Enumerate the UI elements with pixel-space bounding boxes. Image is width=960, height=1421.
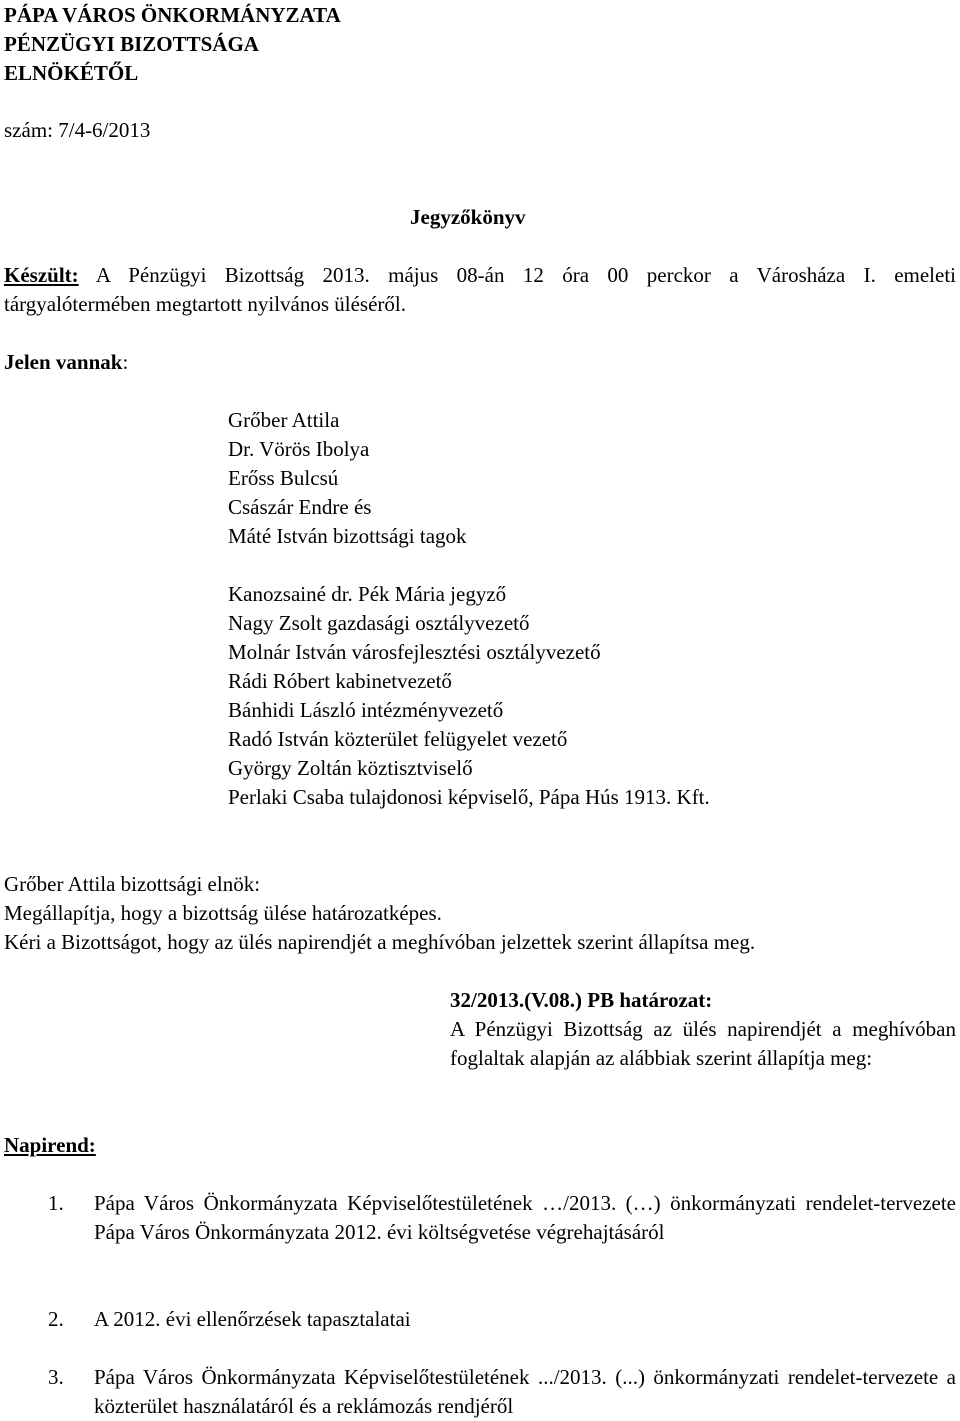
made-label: Készült: [4, 263, 79, 287]
present-colon: : [122, 350, 129, 374]
member-5: Máté István bizottsági tagok [228, 524, 467, 548]
attendee-1: Kanozsainé dr. Pék Mária jegyző [228, 582, 507, 606]
chair-speaker: Grőber Attila bizottsági elnök: [4, 872, 261, 896]
attendee-2: Nagy Zsolt gazdasági osztályvezető [228, 611, 530, 635]
attendee-6: Radó István közterület felügyelet vezető [228, 727, 568, 751]
present-label: Jelen vannak [4, 350, 123, 374]
agenda-heading: Napirend: [4, 1133, 96, 1157]
resolution-number: 32/2013.(V.08.) PB határozat: [450, 988, 713, 1012]
agenda-item-2-number: 2. [48, 1307, 64, 1331]
agenda-item-2-text: A 2012. évi ellenőrzések tapasztalatai [94, 1307, 411, 1331]
made-text-2: tárgyalótermében megtartott nyilvános üléséről. [4, 292, 406, 316]
issuer-line-2: PÉNZÜGYI BIZOTTSÁGA [4, 32, 259, 56]
issuer-line-1: PÁPA VÁROS ÖNKORMÁNYZATA [4, 3, 341, 27]
agenda-item-3-text: Pápa Város Önkormányzata Képviselőtestületének .../2013. (...) önkormányzati rendelet-tervezete a közterület használatáról és a reklámozás rendjéről [94, 1365, 956, 1418]
resolution-text: A Pénzügyi Bizottság az ülés napirendjét a meghívóban foglaltak alapján az alábbiak szerint állapítja meg: [450, 1017, 956, 1070]
attendee-7: György Zoltán köztisztviselő [228, 756, 473, 780]
attendee-5: Bánhidi László intézményvezető [228, 698, 504, 722]
attendee-4: Rádi Róbert kabinetvezető [228, 669, 452, 693]
made-text-1: A Pénzügyi Bizottság 2013. május 08-án 12 óra 00 perckor a Városháza I. emeleti [95, 263, 956, 287]
made-line-1 [4, 261, 956, 289]
agenda-item-1-number: 1. [48, 1191, 64, 1215]
reference-number: szám: 7/4-6/2013 [4, 118, 151, 142]
attendee-3: Molnár István városfejlesztési osztályvezető [228, 640, 601, 664]
agenda-item-3-number: 3. [48, 1365, 64, 1389]
chair-statement-1: Megállapítja, hogy a bizottság ülése határozatképes. [4, 901, 442, 925]
present-label-line [4, 348, 128, 376]
issuer-line-3: ELNÖKÉTŐL [4, 61, 139, 85]
member-1: Grőber Attila [228, 408, 340, 432]
agenda-item-1-text: Pápa Város Önkormányzata Képviselőtestületének …/2013. (…) önkormányzati rendelet-tervezete Pápa Város Önkormányzata 2012. évi költségvetése végrehajtásáról [94, 1191, 956, 1244]
member-2: Dr. Vörös Ibolya [228, 437, 370, 461]
document-title: Jegyzőkönyv [410, 205, 526, 229]
member-4: Császár Endre és [228, 495, 372, 519]
member-3: Erőss Bulcsú [228, 466, 339, 490]
attendee-8: Perlaki Csaba tulajdonosi képviselő, Pápa Hús 1913. Kft. [228, 785, 710, 809]
chair-statement-2: Kéri a Bizottságot, hogy az ülés napirendjét a meghívóban jelzettek szerint állapítsa meg. [4, 930, 756, 954]
